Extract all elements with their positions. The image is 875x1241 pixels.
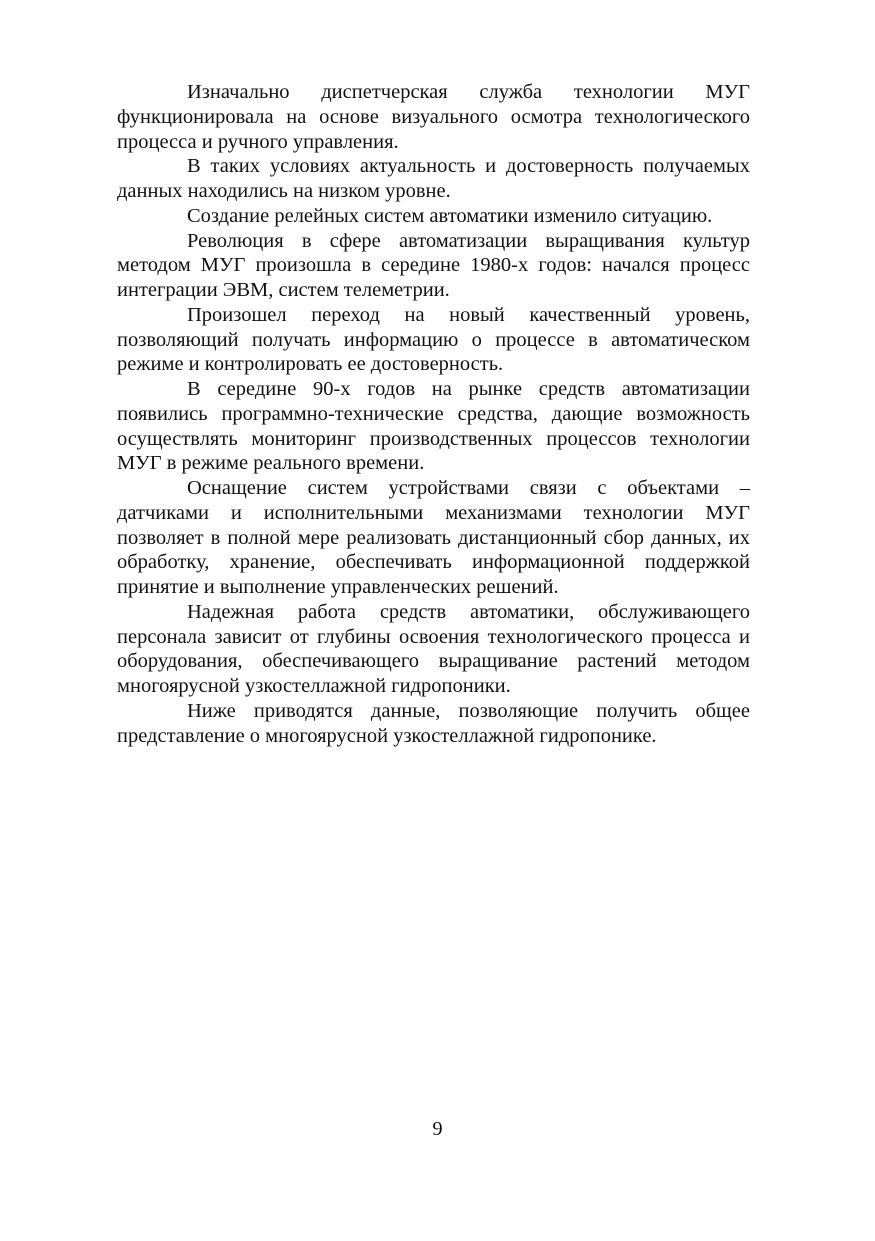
paragraph-1: Изначально диспетчерская служба технологии МУГ функционировала на основе визуального осмотра технологического процесса и ручного управления.: [117, 81, 750, 153]
paragraph-4: Революция в сфере автоматизации выращивания культур методом МУГ произошла в середине 1980-х годов: начался процесс интеграции ЭВМ, систем телеметрии.: [117, 229, 750, 301]
body-text: [117, 80, 750, 748]
paragraph-3: Создание релейных систем автоматики изменило ситуацию.: [187, 204, 713, 227]
paragraph-6: В середине 90-х годов на рынке средств автоматизации появились программно-технические средства, дающие возможность осуществлять мониторинг производственных процессов технологии МУГ в режиме реального времени.: [117, 378, 750, 475]
page-number: 9: [432, 1118, 443, 1140]
paragraph-8: Надежная работа средств автоматики, обслуживающего персонала зависит от глубины освоения технологического процесса и оборудования, обеспечивающего выращивание растений методом многоярусной узкостеллажной гидропоники.: [117, 600, 750, 697]
paragraph-2: В таких условиях актуальность и достоверность получаемых данных находились на низком уровне.: [117, 155, 750, 202]
paragraph-9: Ниже приводятся данные, позволяющие получить общее представление о многоярусной узкостеллажной гидропонике.: [117, 699, 750, 747]
paragraph-7: Оснащение систем устройствами связи с объектами – датчиками и исполнительными механизмами технологии МУГ позволяет в полной мере реализовать дистанционный сбор данных, их обработку, хранение, обеспечивать информационной поддержкой принятие и выполнение управленческих решений.: [117, 477, 750, 598]
paragraph-5: Произошел переход на новый качественный уровень, позволяющий получать информацию о процессе в автоматическом режиме и контролировать ее достоверность.: [117, 303, 750, 376]
